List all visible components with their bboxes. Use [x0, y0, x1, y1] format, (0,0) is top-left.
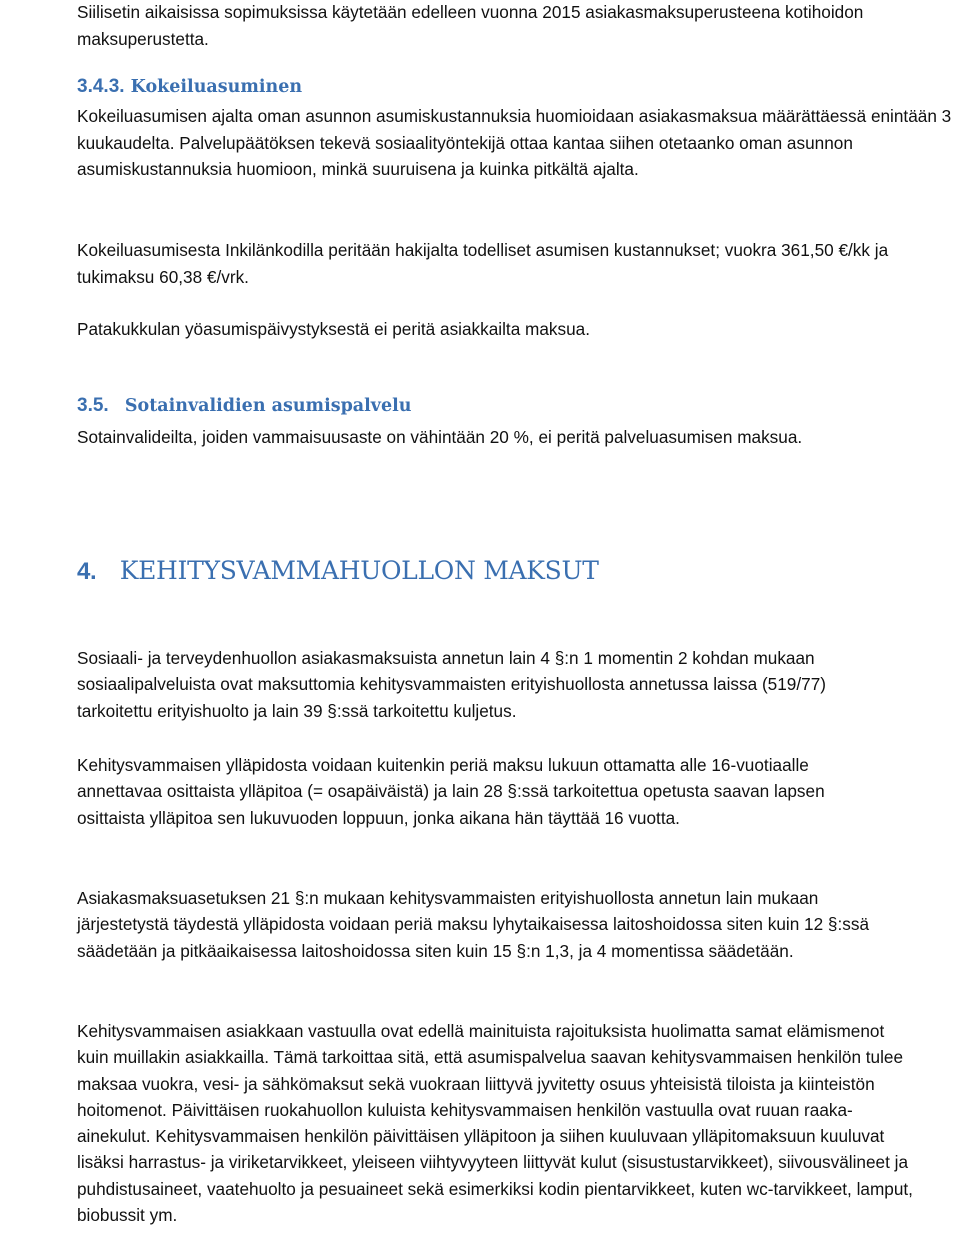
section-heading-3-4-3: [77, 75, 302, 99]
paragraph: Kokeiluasumisesta Inkilänkodilla peritään hakijalta todelliset asumisen kustannukset; vuokra 361,50 €/kk ja tukimaksu 60,38 €/vrk.: [77, 240, 889, 287]
section-title: KEHITYSVAMMAHUOLLON MAKSUT: [119, 556, 599, 585]
paragraph: Sosiaali- ja terveydenhuollon asiakasmaksuista annetun lain 4 §:n 1 momentin 2 kohdan mukaan sosiaalipalveluista ovat maksuttomia kehitysvammaisten erityishuollosta annetussa laissa (519/77) tarkoitettu erityishuolto ja lain 39 §:ssä tarkoitettu kuljetus.: [77, 648, 826, 721]
paragraph: Sotainvalideilta, joiden vammaisuusaste on vähintään 20 %, ei peritä palveluasumisen maksua.: [77, 427, 803, 447]
section-title: Sotainvalidien asumispalvelu: [124, 396, 412, 416]
paragraph: Kehitysvammaisen asiakkaan vastuulla ovat edellä mainituista rajoituksista huolimatta samat elämismenot kuin muillakin asiakkailla. Tämä tarkoittaa sitä, että asumispalvelua saavan kehitysvammaisen henkilön tulee maksaa vuokra, vesi- ja sähkömaksut sekä vuokraan liittyvä jyvitetty osuus yhteisistä tiloista ja kiinteistön hoitomenot. Päivittäisen ruokahuollon kuluista kehitysvammaisen henkilön vastuulla ovat ruuan raaka-ainekulut. Kehitysvammaisen henkilön päivittäisen ylläpitoon ja siihen kuuluvaan ylläpitomaksuun kuuluvat lisäksi harrastus- ja viriketarvikkeet, yleiseen viihtyvyyteen liittyvät kulut (sisustustarvikkeet), siivousvälineet ja puhdistusaineet, vaatehuolto ja pesuaineet sekä esimerkiksi kodin pientarvikkeet, kuten wc-tarvikkeet, lamput, biobussit ym.: [77, 1021, 913, 1226]
intro-paragraph: Siilisetin aikaisissa sopimuksissa käytetään edelleen vuonna 2015 asiakasmaksuperusteena kotihoidon maksuperustetta.: [77, 2, 864, 49]
paragraph: Kehitysvammaisen ylläpidosta voidaan kuitenkin periä maksu lukuun ottamatta alle 16-vuotiaalle annettavaa osittaista ylläpitoa (= osapäiväistä) ja lain 28 §:ssä tarkoitettua opetusta saavan lapsen osittaista ylläpitoa sen lukuvuoden loppuun, jonka aikana hän täyttää 16 vuotta.: [77, 755, 825, 828]
paragraph: Patakukkulan yöasumispäivystyksestä ei peritä asiakkailta maksua.: [77, 319, 590, 339]
section-title: Kokeiluasuminen: [130, 77, 303, 97]
paragraph: Asiakasmaksuasetuksen 21 §:n mukaan kehitysvammaisten erityishuollosta annetun lain mukaan järjestetystä täydestä ylläpidosta voidaan periä maksu lyhytaikaisessa laitoshoidossa siten kuin 12 §:ssä säädetään ja pitkäaikaisessa laitoshoidossa siten kuin 15 §:n 1,3, ja 4 momentissa säädetään.: [77, 888, 870, 961]
section-heading-3-5: [77, 394, 411, 418]
section-number: 3.5.: [77, 395, 109, 416]
section-number: 3.4.3.: [77, 76, 125, 97]
paragraph: Kokeiluasumisen ajalta oman asunnon asumiskustannuksia huomioidaan asiakasmaksua määrättäessä enintään 3 kuukaudelta. Palvelupäätöksen tekevä sosiaalityöntekijä ottaa kantaa siihen otetaanko oman asunnon asumiskustannuksia huomioon, minkä suuruisena ja kuinka pitkältä ajalta.: [77, 106, 952, 179]
section-heading-4: [77, 556, 599, 587]
section-number: 4.: [77, 558, 97, 585]
